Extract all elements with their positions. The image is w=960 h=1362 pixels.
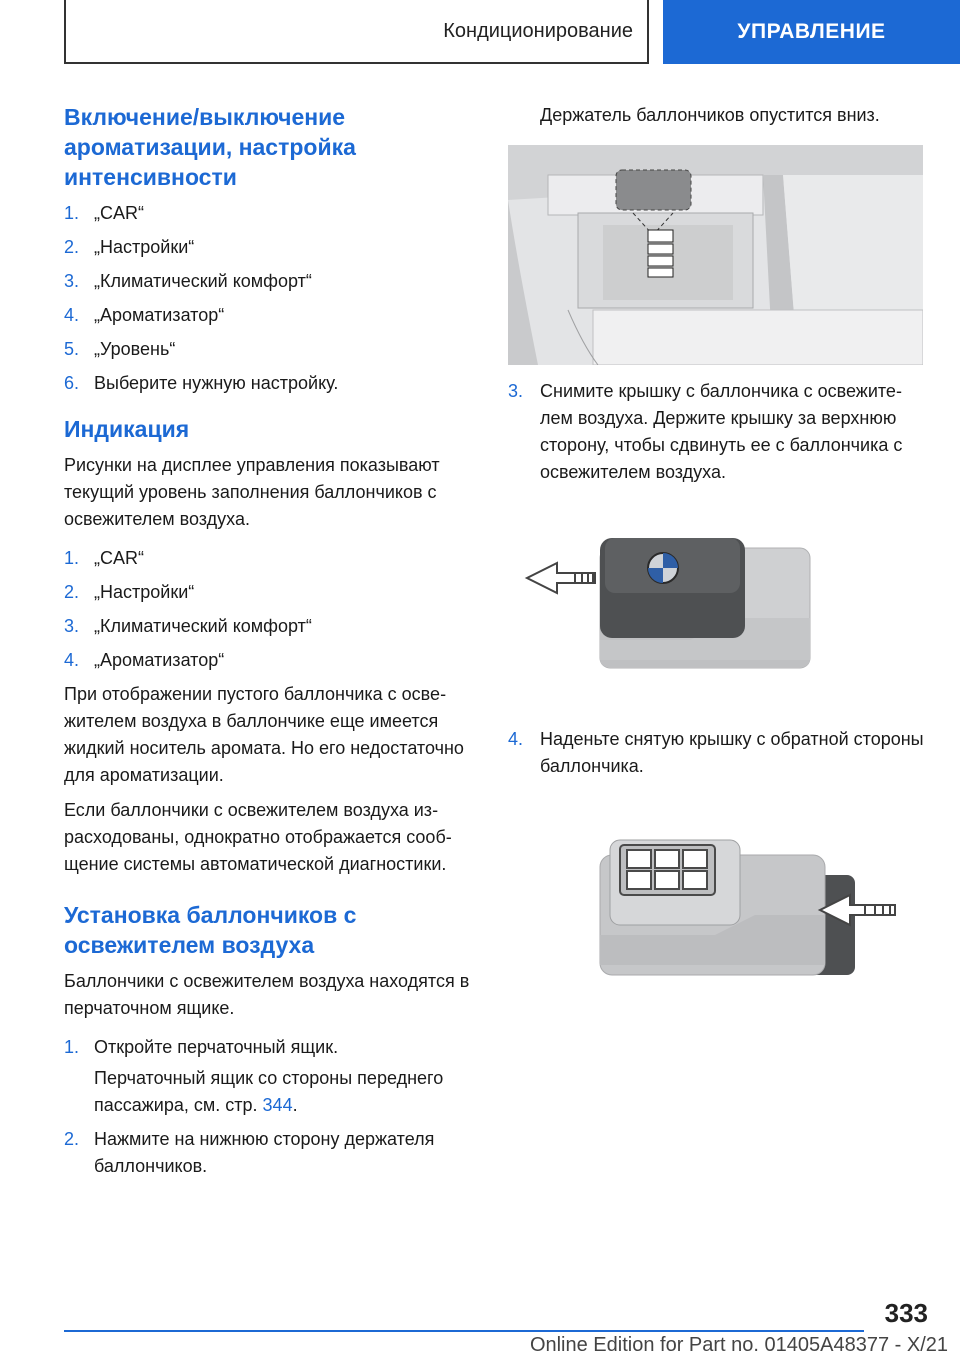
step-text: „Уровень“ xyxy=(94,339,176,359)
glovebox-holder-illustration xyxy=(508,145,923,365)
page-link[interactable]: 344 xyxy=(262,1095,293,1115)
step-number: 4. xyxy=(64,305,80,325)
list-item xyxy=(64,1126,484,1180)
install-intro: Баллончики с освежителем воздуха находятся в перчаточном ящике. xyxy=(64,971,470,1018)
step-text: Нажмите на нижнюю сторону держателя баллончиков. xyxy=(94,1129,435,1176)
list-item xyxy=(64,234,484,261)
step-text: Откройте перчаточный ящик. xyxy=(94,1037,339,1057)
step-number: 5. xyxy=(64,339,80,359)
cartridge-attach-cap-illustration xyxy=(595,835,910,980)
step-number: 6. xyxy=(64,373,80,393)
step-number: 4. xyxy=(508,729,524,749)
list-item xyxy=(64,268,484,295)
step-number: 3. xyxy=(508,381,524,401)
step-text: Выберите нужную настройку. xyxy=(94,373,339,393)
running-header-section xyxy=(64,0,649,64)
step-note-punct: . xyxy=(292,1095,298,1115)
steps-list-right-3 xyxy=(508,378,928,486)
section-heading-aroma: Включение/выключение ароматизации, настройка интенсивности xyxy=(64,104,356,190)
steps-list-install-2 xyxy=(64,1126,484,1180)
right-steps-4 xyxy=(508,726,928,787)
right-column xyxy=(508,102,928,129)
steps-list-right-4 xyxy=(508,726,928,780)
step-text: „Ароматизатор“ xyxy=(94,305,225,325)
step-number: 3. xyxy=(64,616,80,636)
list-item xyxy=(64,613,484,640)
steps-list-aroma xyxy=(64,200,484,397)
list-item xyxy=(64,1034,484,1061)
step-number: 4. xyxy=(64,650,80,670)
step-text: „Настройки“ xyxy=(94,237,195,257)
step-text: „Ароматизатор“ xyxy=(94,650,225,670)
list-item xyxy=(508,726,928,780)
list-item xyxy=(64,579,484,606)
list-item xyxy=(64,370,484,397)
indication-paragraph: При отображении пустого баллончика с освежителем воздуха в баллончике еще имеется жидкий носитель аромата. Но его недостаточно для ароматизации. xyxy=(64,684,464,785)
step-text: „CAR“ xyxy=(94,548,144,568)
step-number: 1. xyxy=(64,548,80,568)
step-text: Наденьте снятую крышку с обратной стороны баллончика. xyxy=(540,729,924,776)
list-item xyxy=(64,647,484,674)
list-item xyxy=(64,200,484,227)
list-item xyxy=(508,378,928,486)
step-text: „Климатический комфорт“ xyxy=(94,616,312,636)
step-number: 2. xyxy=(64,582,80,602)
cartridge-remove-cap-illustration xyxy=(515,530,820,675)
continued-step-text: Держатель баллончиков опустится вниз. xyxy=(540,105,880,125)
chapter-title: УПРАВЛЕНИЕ xyxy=(737,20,886,43)
left-column xyxy=(64,102,484,1187)
indication-intro: Рисунки на дисплее управления показывают текущий уровень заполнения баллончиков с освежителем воздуха. xyxy=(64,455,440,529)
section-heading-install: Установка баллончиков с освежителем воздуха xyxy=(64,902,357,958)
section-heading-indication: Индикация xyxy=(64,416,190,442)
step-number: 2. xyxy=(64,237,80,257)
section-title: Кондиционирование xyxy=(443,19,633,42)
step-text: „Климатический комфорт“ xyxy=(94,271,312,291)
edition-footer: Online Edition for Part no. 01405A48377 - X/21 xyxy=(529,1334,948,1356)
step-note xyxy=(64,1065,484,1119)
indication-paragraph: Если баллончики с освежителем воздуха израсходованы, однократно отображается сообщение системы автоматической диагностики. xyxy=(64,800,452,874)
step-note-text: Перчаточный ящик со стороны переднего пассажира, см. стр. xyxy=(94,1068,444,1115)
step-number: 2. xyxy=(64,1129,80,1149)
step-number: 1. xyxy=(64,203,80,223)
list-item xyxy=(64,302,484,329)
page-number: 333 xyxy=(884,1298,928,1328)
footer-divider xyxy=(64,1330,864,1332)
step-number: 3. xyxy=(64,271,80,291)
chapter-tab[interactable] xyxy=(663,0,960,64)
right-steps-3 xyxy=(508,378,928,493)
step-text: „CAR“ xyxy=(94,203,144,223)
list-item xyxy=(64,545,484,572)
list-item xyxy=(64,336,484,363)
step-number: 1. xyxy=(64,1037,80,1057)
step-text: „Настройки“ xyxy=(94,582,195,602)
steps-list-install xyxy=(64,1034,484,1061)
steps-list-indication xyxy=(64,545,484,674)
step-text: Снимите крышку с баллончика с освежителем воздуха. Держите крышку за верхнюю сторону, чтобы сдвинуть ее с баллончика с освежителем воздуха. xyxy=(540,381,903,482)
